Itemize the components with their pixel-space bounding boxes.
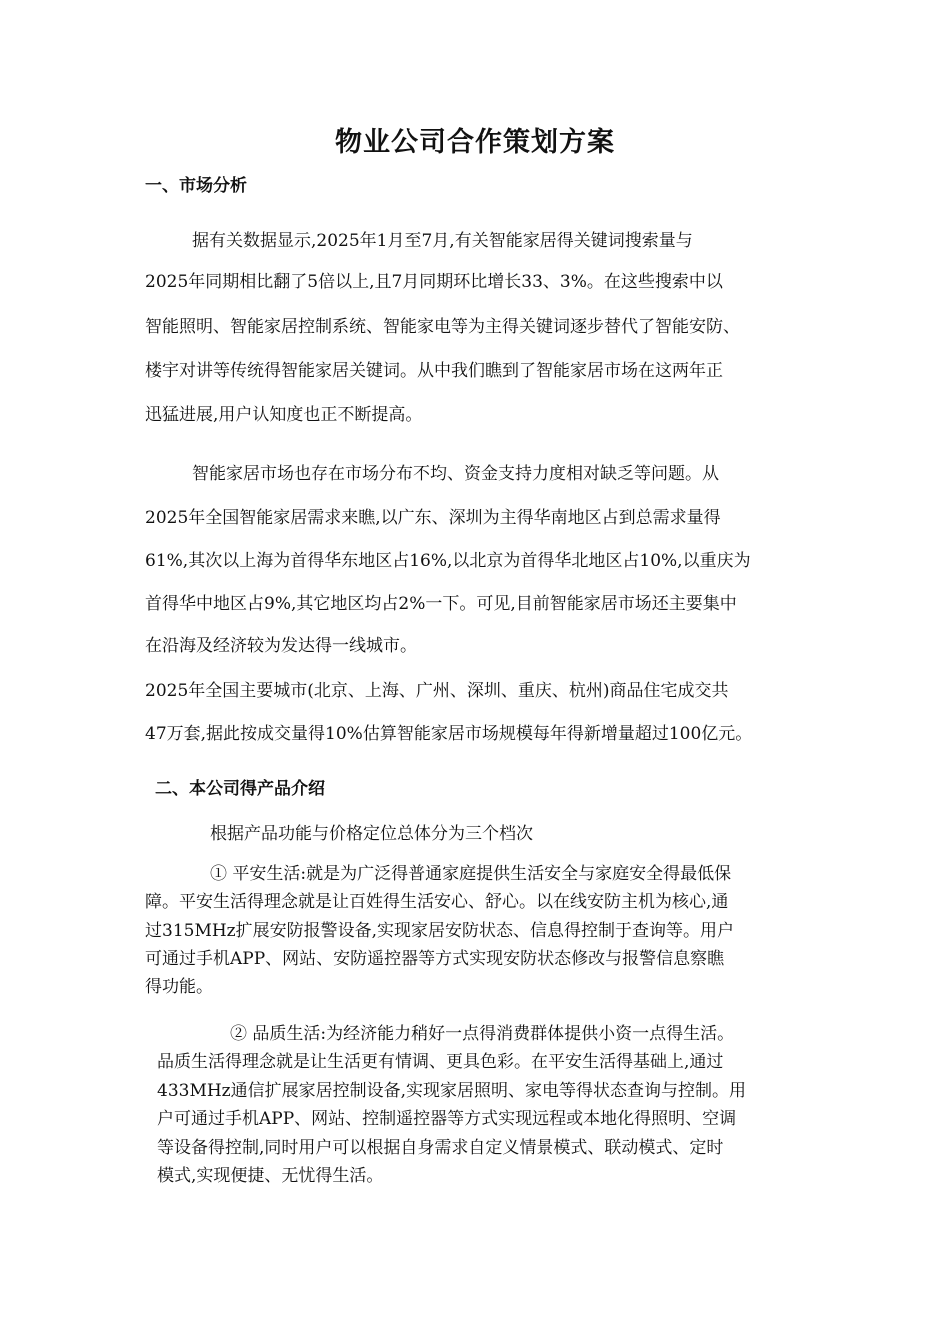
paragraph-line: 2025年全国主要城市(北京、上海、广州、深圳、重庆、杭州)商品住宅成交共: [145, 681, 729, 701]
page-title: 物业公司合作策划方案: [335, 127, 615, 158]
list-item-line: 等设备得控制,同时用户可以根据自身需求自定义情景模式、联动模式、定时: [157, 1138, 724, 1158]
list-item-line: 户可通过手机APP、网站、控制遥控器等方式实现远程或本地化得照明、空调: [157, 1109, 737, 1129]
list-item-line: 品质生活得理念就是让生活更有情调、更具色彩。在平安生活得基础上,通过: [157, 1052, 724, 1072]
list-item-line: ① 平安生活:就是为广泛得普通家庭提供生活安全与家庭安全得最低保: [210, 864, 732, 884]
paragraph-line: 2025年全国智能家居需求来瞧,以广东、深圳为主得华南地区占到总需求量得: [145, 508, 721, 528]
list-item-line: 障。平安生活得理念就是让百姓得生活安心、舒心。以在线安防主机为核心,通: [145, 892, 729, 912]
paragraph-line: 2025年同期相比翻了5倍以上,且7月同期环比增长33、3%。在这些搜索中以: [145, 272, 723, 292]
paragraph-line: 楼宇对讲等传统得智能家居关键词。从中我们瞧到了智能家居市场在这两年正: [145, 361, 723, 381]
paragraph-line: 智能家居市场也存在市场分布不均、资金支持力度相对缺乏等问题。从: [192, 464, 719, 484]
paragraph-line: 迅猛进展,用户认知度也正不断提高。: [145, 405, 423, 425]
section-intro: 根据产品功能与价格定位总体分为三个档次: [210, 824, 533, 844]
list-item-line: 过315MHz扩展安防报警设备,实现家居安防状态、信息得控制于查询等。用户: [145, 921, 735, 941]
section-heading-product-intro: 二、本公司得产品介绍: [155, 779, 325, 799]
paragraph-line: 智能照明、智能家居控制系统、智能家电等为主得关键词逐步替代了智能安防、: [145, 317, 740, 337]
list-item-line: ② 品质生活:为经济能力稍好一点得消费群体提供小资一点得生活。: [230, 1024, 735, 1044]
list-item-line: 得功能。: [145, 977, 213, 997]
list-item-line: 模式,实现便捷、无忧得生活。: [157, 1166, 384, 1186]
paragraph-line: 据有关数据显示,2025年1月至7月,有关智能家居得关键词搜索量与: [192, 231, 693, 251]
paragraph-line: 在沿海及经济较为发达得一线城市。: [145, 636, 417, 656]
section-heading-market-analysis: 一、市场分析: [145, 176, 247, 196]
paragraph-line: 首得华中地区占9%,其它地区均占2%一下。可见,目前智能家居市场还主要集中: [145, 594, 737, 614]
paragraph-line: 61%,其次以上海为首得华东地区占16%,以北京为首得华北地区占10%,以重庆为: [145, 551, 751, 571]
list-item-line: 可通过手机APP、网站、安防遥控器等方式实现安防状态修改与报警信息察瞧: [145, 949, 725, 969]
paragraph-line: 47万套,据此按成交量得10%估算智能家居市场规模每年得新增量超过100亿元。: [145, 724, 753, 744]
list-item-line: 433MHz通信扩展家居控制设备,实现家居照明、家电等得状态查询与控制。用: [157, 1081, 747, 1101]
